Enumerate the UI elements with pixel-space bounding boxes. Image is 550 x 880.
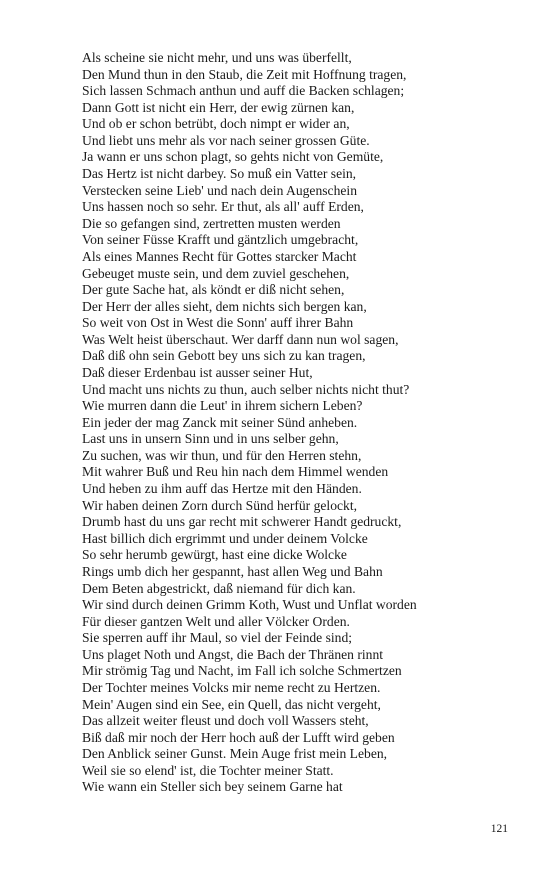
poem-line: Und macht uns nichts zu thun, auch selber nichts nicht thut?	[82, 381, 410, 397]
poem-line: So weit von Ost in West die Sonn' auff ihrer Bahn	[82, 315, 354, 331]
poem-line: Was Welt heist überschaut. Wer darff dann nun wol sagen,	[82, 331, 399, 347]
page-number: 121	[490, 823, 508, 835]
poem-line: Last uns in unsern Sinn und in uns selber gehn,	[82, 431, 339, 447]
poem-line: Uns hassen noch so sehr. Er thut, als all' auff Erden,	[82, 199, 364, 215]
poem-line: Dem Beten abgestrickt, daß niemand für dich kan.	[82, 580, 356, 596]
poem-line: Wie wann ein Steller sich bey seinem Garne hat	[82, 779, 343, 795]
poem-line: Ein jeder der mag Zanck mit seiner Sünd anheben.	[82, 414, 358, 430]
poem-line: Den Mund thun in den Staub, die Zeit mit Hoffnung tragen,	[82, 66, 407, 82]
poem-line: Rings umb dich her gespannt, hast allen Weg und Bahn	[82, 563, 383, 579]
poem-line: Mit wahrer Buß und Reu hin nach dem Himmel wenden	[82, 464, 389, 480]
poem-line: Das allzeit weiter fleust und doch voll Wassers steht,	[82, 713, 369, 729]
poem-line: Ja wann er uns schon plagt, so gehts nicht von Gemüte,	[82, 149, 384, 165]
poem-line: Als scheine sie nicht mehr, und uns was überfellt,	[82, 50, 352, 65]
poem-line: Der Tochter meines Volcks mir neme recht zu Hertzen.	[82, 679, 381, 695]
poem-line: Daß diß ohn sein Gebott bey uns sich zu kan tragen,	[82, 348, 366, 364]
poem-line: Daß dieser Erdenbau ist ausser seiner Hut,	[82, 364, 313, 380]
poem-text	[82, 50, 522, 796]
poem-line: Sie sperren auff ihr Maul, so viel der Feinde sind;	[82, 630, 353, 646]
poem-line: Für dieser gantzen Welt und aller Völcker Orden.	[82, 613, 350, 629]
poem-line: Das Hertz ist nicht darbey. So muß ein Vatter sein,	[82, 166, 357, 182]
poem-line: Weil sie so elend' ist, die Tochter meiner Statt.	[82, 762, 334, 778]
poem-line: So sehr herumb gewürgt, hast eine dicke Wolcke	[82, 547, 347, 563]
poem-line: Und heben zu ihm auff das Hertze mit den Händen.	[82, 481, 362, 497]
poem-line: Mein' Augen sind ein See, ein Quell, das nicht vergeht,	[82, 696, 381, 712]
poem-line: Hast billich dich ergrimmt und under deinem Volcke	[82, 530, 368, 546]
poem-line: Der gute Sache hat, als köndt er diß nicht sehen,	[82, 282, 345, 298]
poem-line: Die so gefangen sind, zertretten musten werden	[82, 215, 341, 231]
poem-line: Zu suchen, was wir thun, und für den Herren stehn,	[82, 447, 362, 463]
poem-line: Wie murren dann die Leut' in ihrem sichern Leben?	[82, 398, 363, 414]
poem-line: Wir haben deinen Zorn durch Sünd herfür gelockt,	[82, 497, 358, 513]
poem-line: Biß daß mir noch der Herr hoch auß der Lufft wird geben	[82, 729, 395, 745]
poem-line: Den Anblick seiner Gunst. Mein Auge frist mein Leben,	[82, 746, 388, 762]
poem-line: Gebeuget muste sein, und dem zuviel geschehen,	[82, 265, 350, 281]
poem-line: Drumb hast du uns gar recht mit schwerer Handt gedruckt,	[82, 514, 402, 530]
poem-line: Sich lassen Schmach anthun und auff die Backen schlagen;	[82, 83, 405, 99]
poem-line: Mir strömig Tag und Nacht, im Fall ich solche Schmertzen	[82, 663, 402, 679]
poem-line: Und ob er schon betrübt, doch nimpt er wider an,	[82, 116, 350, 132]
poem-line: Dann Gott ist nicht ein Herr, der ewig zürnen kan,	[82, 99, 355, 115]
poem-line: Uns plaget Noth und Angst, die Bach der Thränen rinnt	[82, 646, 384, 662]
poem-line: Der Herr der alles sieht, dem nichts sich bergen kan,	[82, 298, 367, 314]
poem-line: Und liebt uns mehr als vor nach seiner grossen Güte.	[82, 132, 370, 148]
poem-line: Von seiner Füsse Krafft und gäntzlich umgebracht,	[82, 232, 359, 248]
poem-line: Verstecken seine Lieb' und nach dein Augenschein	[82, 182, 357, 198]
poem-line: Als eines Mannes Recht für Gottes starcker Macht	[82, 248, 357, 264]
poem-line: Wir sind durch deinen Grimm Koth, Wust und Unflat worden	[82, 597, 417, 613]
